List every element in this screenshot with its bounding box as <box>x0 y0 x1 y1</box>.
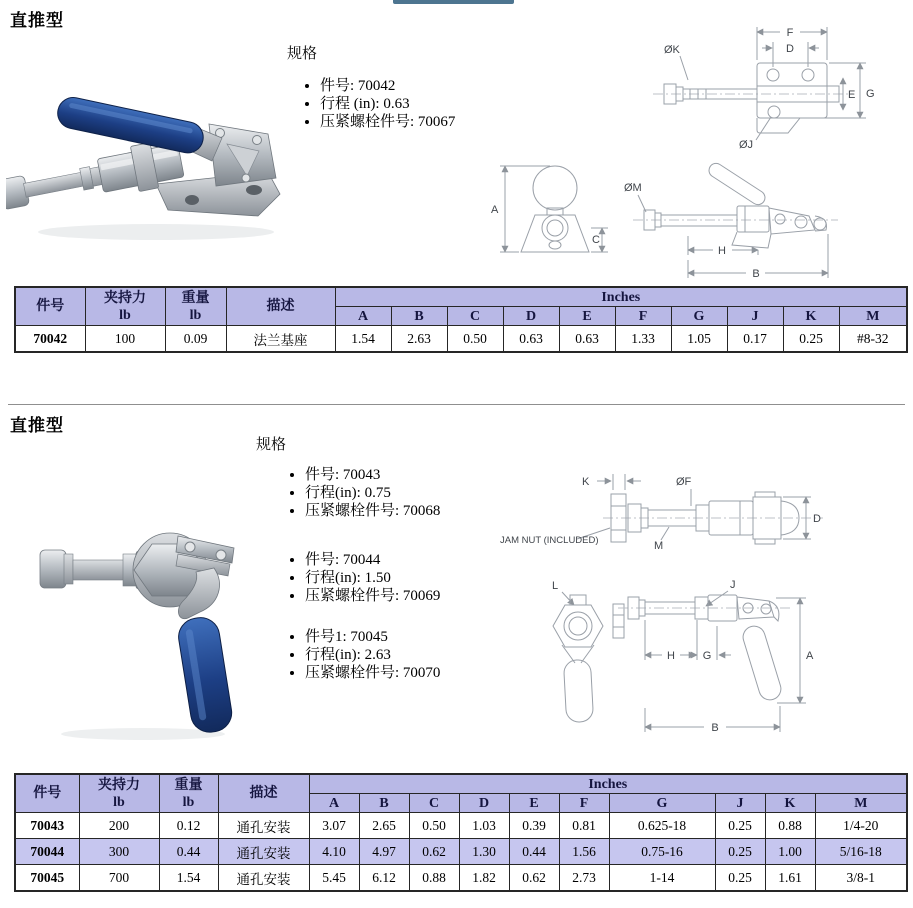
technical-drawing-70042 <box>468 12 913 290</box>
spec-item: • 压紧螺栓件号: 70067 <box>320 113 455 131</box>
table-cell: 0.63 <box>559 326 615 353</box>
dim-label-e: E <box>848 89 856 101</box>
spec-heading-1: 规格 <box>287 46 318 62</box>
spec-list-70043 <box>288 466 440 520</box>
table-cell: 0.44 <box>159 839 218 865</box>
table-cell: 0.62 <box>409 839 459 865</box>
spec-item: • 压紧螺栓件号: 70068 <box>305 502 440 520</box>
table-cell: 0.25 <box>715 813 765 839</box>
table-cell: 0.62 <box>509 865 559 892</box>
table-cell: 1.54 <box>335 326 391 353</box>
table-cell: 0.625-18 <box>609 813 715 839</box>
table-cell: 0.12 <box>159 813 218 839</box>
section1-title: 直推型 <box>10 11 64 30</box>
photo-shadow <box>38 224 274 240</box>
spec-list-70044 <box>288 551 440 605</box>
table-cell: 2.65 <box>359 813 409 839</box>
dim-label-of: ØF <box>676 476 692 488</box>
clamp-plunger <box>6 137 185 217</box>
table-cell: 0.75-16 <box>609 839 715 865</box>
table-cell: 0.88 <box>409 865 459 892</box>
table-cell: 1.56 <box>559 839 609 865</box>
table-cell: 0.44 <box>509 839 559 865</box>
header-dim: B <box>391 307 447 326</box>
table-cell: 5.45 <box>309 865 359 892</box>
clamp-handle <box>176 615 234 735</box>
spec-item: • 行程(in): 0.75 <box>305 484 440 502</box>
table-cell: 0.50 <box>447 326 503 353</box>
table-cell: 100 <box>85 326 165 353</box>
header-dim: A <box>335 307 391 326</box>
header-inches: Inches <box>335 287 907 307</box>
header-dim: M <box>839 307 907 326</box>
table-cell: 1.05 <box>671 326 727 353</box>
table-cell: 法兰基座 <box>226 326 335 353</box>
header-part: 件号 <box>15 774 79 813</box>
spec-item: • 压紧螺栓件号: 70069 <box>305 587 440 605</box>
dim-label-l: L <box>552 580 559 592</box>
dim-label-b: B <box>711 722 719 734</box>
table-cell: 0.50 <box>409 813 459 839</box>
header-dim: E <box>559 307 615 326</box>
header-dim: C <box>447 307 503 326</box>
table-cell: 0.17 <box>727 326 783 353</box>
dim-label-a: A <box>806 650 814 662</box>
header-dim: D <box>459 794 509 813</box>
table-cell: 0.25 <box>715 865 765 892</box>
cell-part-number: 70043 <box>15 813 79 839</box>
spec-item: • 行程(in): 2.63 <box>305 646 440 664</box>
section-divider <box>8 404 905 405</box>
spec-list-70045 <box>288 628 440 682</box>
spec-item: • 行程(in): 1.50 <box>305 569 440 587</box>
dim-label-k: K <box>582 476 590 488</box>
spec-item: • 件号1: 70045 <box>305 628 440 646</box>
header-dim: K <box>765 794 815 813</box>
header-dim: G <box>671 307 727 326</box>
table-cell: 0.25 <box>715 839 765 865</box>
table-row <box>15 839 907 865</box>
table-cell: 0.63 <box>503 326 559 353</box>
spec-table-70042 <box>14 286 908 353</box>
header-dim: J <box>727 307 783 326</box>
table-row <box>15 326 907 353</box>
jam-nut-note: JAM NUT (INCLUDED) <box>500 535 599 546</box>
table-cell: 通孔安装 <box>218 839 309 865</box>
header-part: 件号 <box>15 287 85 326</box>
dim-label-c: C <box>592 234 600 246</box>
clamp-body <box>133 533 234 619</box>
cell-part-number: 70044 <box>15 839 79 865</box>
header-desc: 描述 <box>226 287 335 326</box>
table-cell: 5/16-18 <box>815 839 907 865</box>
product-photo-70043 <box>28 468 243 743</box>
table-cell: 0.81 <box>559 813 609 839</box>
dim-label-m: M <box>654 540 664 552</box>
dim-label-oj: ØJ <box>739 139 754 151</box>
table-cell: 1.00 <box>765 839 815 865</box>
spec-item: • 件号: 70044 <box>305 551 440 569</box>
header-dim: B <box>359 794 409 813</box>
table-cell: 通孔安装 <box>218 813 309 839</box>
spec-item: • 行程 (in): 0.63 <box>320 95 455 113</box>
table-row <box>15 813 907 839</box>
header-dim: M <box>815 794 907 813</box>
dim-label-om: ØM <box>624 182 642 194</box>
table-cell: 1.33 <box>615 326 671 353</box>
spec-list-70042 <box>303 77 455 131</box>
table-cell: 2.63 <box>391 326 447 353</box>
spec-item: • 件号: 70043 <box>305 466 440 484</box>
header-dim: G <box>609 794 715 813</box>
table-cell: 1.54 <box>159 865 218 892</box>
dim-label-f: F <box>786 27 794 39</box>
table-cell: 3/8-1 <box>815 865 907 892</box>
dim-label-d: D <box>813 513 821 525</box>
header-dim: E <box>509 794 559 813</box>
header-dim: F <box>615 307 671 326</box>
header-force: 夹持力 lb <box>85 287 165 326</box>
header-weight: 重量 lb <box>159 774 218 813</box>
dim-label-g: G <box>702 650 712 662</box>
table-cell: 200 <box>79 813 159 839</box>
table-cell: 0.39 <box>509 813 559 839</box>
table-cell: 0.88 <box>765 813 815 839</box>
header-dim: D <box>503 307 559 326</box>
spec-table-70043-70045 <box>14 773 908 892</box>
cell-part-number: 70045 <box>15 865 79 892</box>
header-desc: 描述 <box>218 774 309 813</box>
header-dim: K <box>783 307 839 326</box>
table-cell: 1.03 <box>459 813 509 839</box>
dim-label-d: D <box>786 43 794 55</box>
table-cell: 2.73 <box>559 865 609 892</box>
table-cell: 1.30 <box>459 839 509 865</box>
header-dim: J <box>715 794 765 813</box>
table-cell: 1/4-20 <box>815 813 907 839</box>
header-dim: A <box>309 794 359 813</box>
table-cell: 1.61 <box>765 865 815 892</box>
table-cell: 4.10 <box>309 839 359 865</box>
table-cell: 4.97 <box>359 839 409 865</box>
table-cell: 300 <box>79 839 159 865</box>
table-cell: 3.07 <box>309 813 359 839</box>
header-weight: 重量 lb <box>165 287 226 326</box>
dim-label-g: G <box>866 88 875 100</box>
top-accent-bar <box>393 0 514 4</box>
header-dim: C <box>409 794 459 813</box>
table-cell: 通孔安装 <box>218 865 309 892</box>
spec-item: • 压紧螺栓件号: 70070 <box>305 664 440 682</box>
table-cell: 1-14 <box>609 865 715 892</box>
dim-label-h: H <box>667 650 675 662</box>
dim-label-b: B <box>752 268 760 280</box>
section2-title: 直推型 <box>10 416 64 435</box>
table-cell: 0.25 <box>783 326 839 353</box>
table-cell: 1.82 <box>459 865 509 892</box>
dim-label-a: A <box>491 204 499 216</box>
table-row <box>15 865 907 892</box>
spec-heading-2: 规格 <box>256 437 287 453</box>
cell-part-number: 70042 <box>15 326 85 353</box>
spec-item: • 件号: 70042 <box>320 77 455 95</box>
product-photo-70042 <box>6 66 291 251</box>
table-cell: 6.12 <box>359 865 409 892</box>
table-cell: #8-32 <box>839 326 907 353</box>
dim-label-h: H <box>718 245 726 257</box>
dim-label-ok: ØK <box>664 44 680 56</box>
header-dim: F <box>559 794 609 813</box>
clamp-handle <box>55 95 206 156</box>
table-cell: 700 <box>79 865 159 892</box>
table-cell: 0.09 <box>165 326 226 353</box>
dim-label-j: J <box>730 579 736 591</box>
header-force: 夹持力 lb <box>79 774 159 813</box>
header-inches: Inches <box>309 774 907 794</box>
technical-drawing-70043 <box>478 448 913 760</box>
